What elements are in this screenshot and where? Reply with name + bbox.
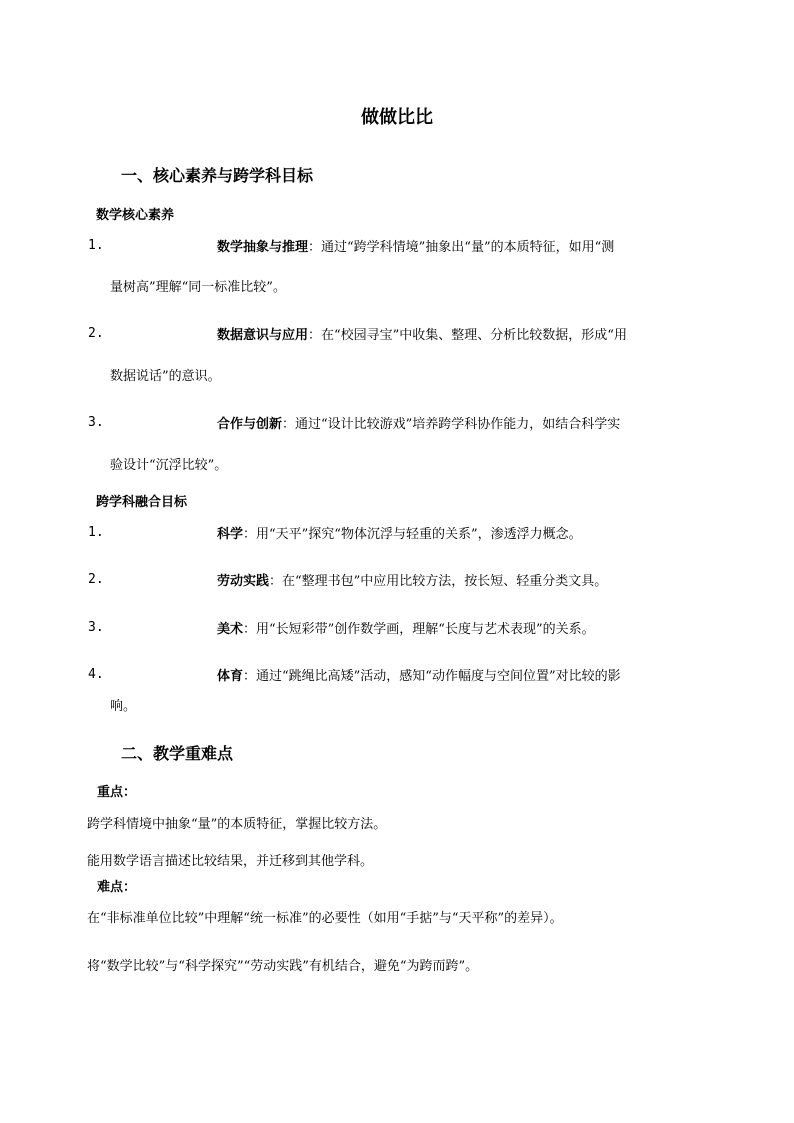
item-continuation: 量树高”理解“同一标准比较”。 (110, 280, 286, 295)
item-text: ：通过“设计比较游戏”培养跨学科协作能力，如结合科学实 (282, 417, 621, 432)
subheading-math-literacy: 数学核心素养 (96, 208, 175, 223)
item-label: 劳动实践 (217, 574, 270, 589)
item-text: ：在“校园寻宝”中收集、整理、分析比较数据，形成“用 (308, 328, 627, 343)
item-continuation: 验设计“沉浮比较”。 (110, 458, 228, 473)
difficult-points-label: 难点： (97, 880, 137, 895)
list-item (217, 324, 627, 343)
list-item (217, 570, 607, 589)
difficult-point-line: 将“数学比较”与“科学探究”“劳动实践”有机结合，避免“为跨而跨”。 (87, 959, 479, 974)
list-number: 1. (88, 238, 104, 253)
list-number: 2. (88, 326, 104, 341)
key-point-line: 跨学科情境中抽象“量”的本质特征，掌握比较方法。 (87, 817, 387, 832)
item-label: 科学 (217, 527, 244, 542)
list-number: 3. (88, 620, 104, 635)
document-title: 做做比比 (361, 107, 433, 128)
list-item (217, 618, 595, 637)
list-item (217, 413, 620, 432)
item-continuation: 数据说话”的意识。 (110, 369, 221, 384)
list-number: 3. (88, 415, 104, 430)
difficult-point-line: 在“非标准单位比较”中理解“统一标准”的必要性（如用“手掂”与“天平称”的差异）。 (87, 911, 563, 926)
item-text: ：用“天平”探究“物体沉浮与轻重的关系”，渗透浮力概念。 (243, 527, 582, 542)
section-heading-key-difficult: 二、教学重难点 (121, 744, 234, 763)
list-number: 1. (88, 525, 104, 540)
item-text: ：用“长短彩带”创作数学画，理解“长度与艺术表现”的关系。 (243, 622, 595, 637)
list-number: 4. (88, 667, 104, 682)
item-label: 体育 (217, 669, 244, 684)
item-label: 数据意识与应用 (217, 328, 309, 343)
key-points-label: 重点： (97, 785, 137, 800)
item-label: 数学抽象与推理 (217, 240, 309, 255)
item-text: ：在“整理书包”中应用比较方法，按长短、轻重分类文具。 (269, 574, 608, 589)
item-continuation: 响。 (110, 699, 137, 714)
item-text: ：通过“跨学科情境”抽象出“量”的本质特征，如用“测 (308, 240, 615, 255)
list-item (217, 665, 621, 684)
item-text: ：通过“跳绳比高矮”活动，感知“动作幅度与空间位置”对比较的影 (243, 669, 621, 684)
subheading-cross-discipline: 跨学科融合目标 (96, 495, 188, 510)
list-number: 2. (88, 572, 104, 587)
key-point-line: 能用数学语言描述比较结果，并迁移到其他学科。 (87, 854, 374, 869)
item-label: 合作与创新 (217, 417, 283, 432)
section-heading-core-goals: 一、核心素养与跨学科目标 (121, 166, 314, 185)
list-item (217, 236, 614, 255)
item-label: 美术 (217, 622, 244, 637)
list-item (217, 523, 582, 542)
